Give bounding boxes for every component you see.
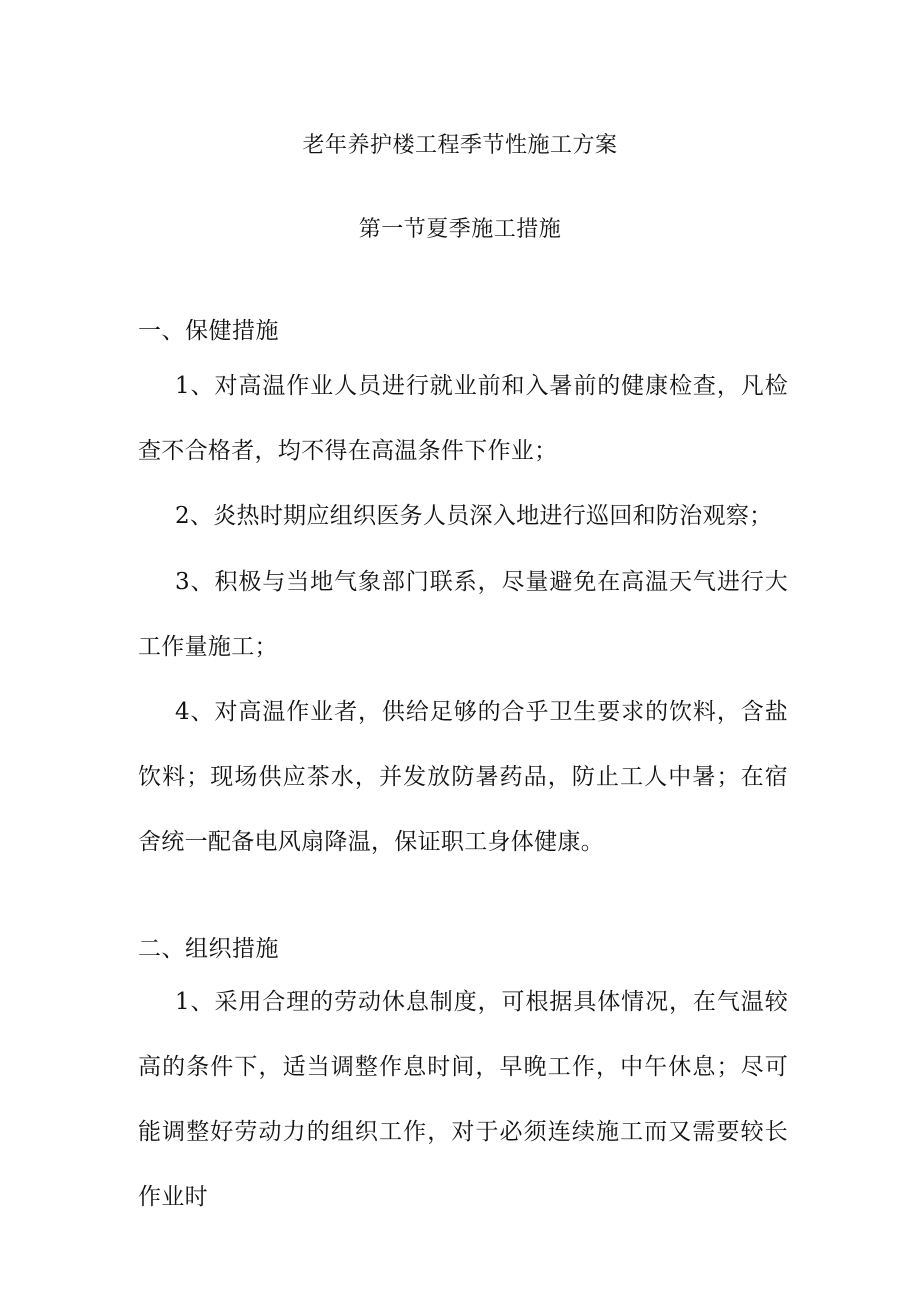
paragraph-organization-1: 1、采用合理的劳动休息制度，可根据具体情况，在气温较高的条件下，适当调整作息时间，早晚工作，中午休息；尽可能调整好劳动力的组织工作，对于必须连续施工而又需要较长作业时: [138, 989, 788, 1210]
paragraph-health-1: 1、对高温作业人员进行就业前和入暑前的健康检查，凡检查不合格者，均不得在高温条件下作业；: [138, 373, 788, 464]
section-title: 第一节夏季施工措施: [358, 217, 562, 242]
heading-organization-measures: 二、组织措施: [138, 936, 279, 962]
paragraph-health-2: 2、炎热时期应组织医务人员深入地进行巡回和防治观察；: [175, 503, 773, 529]
heading-health-measures: 一、保健措施: [138, 318, 279, 344]
paragraph-health-4: 4、对高温作业者，供给足够的合乎卫生要求的饮料，含盐饮料；现场供应茶水，并发放防暑药品，防止工人中暑；在宿舍统一配备电风扇降温，保证职工身体健康。: [138, 699, 788, 855]
paragraph-health-3: 3、积极与当地气象部门联系，尽量避免在高温天气进行大工作量施工；: [138, 569, 788, 660]
document-title: 老年养护楼工程季节性施工方案: [302, 133, 618, 158]
